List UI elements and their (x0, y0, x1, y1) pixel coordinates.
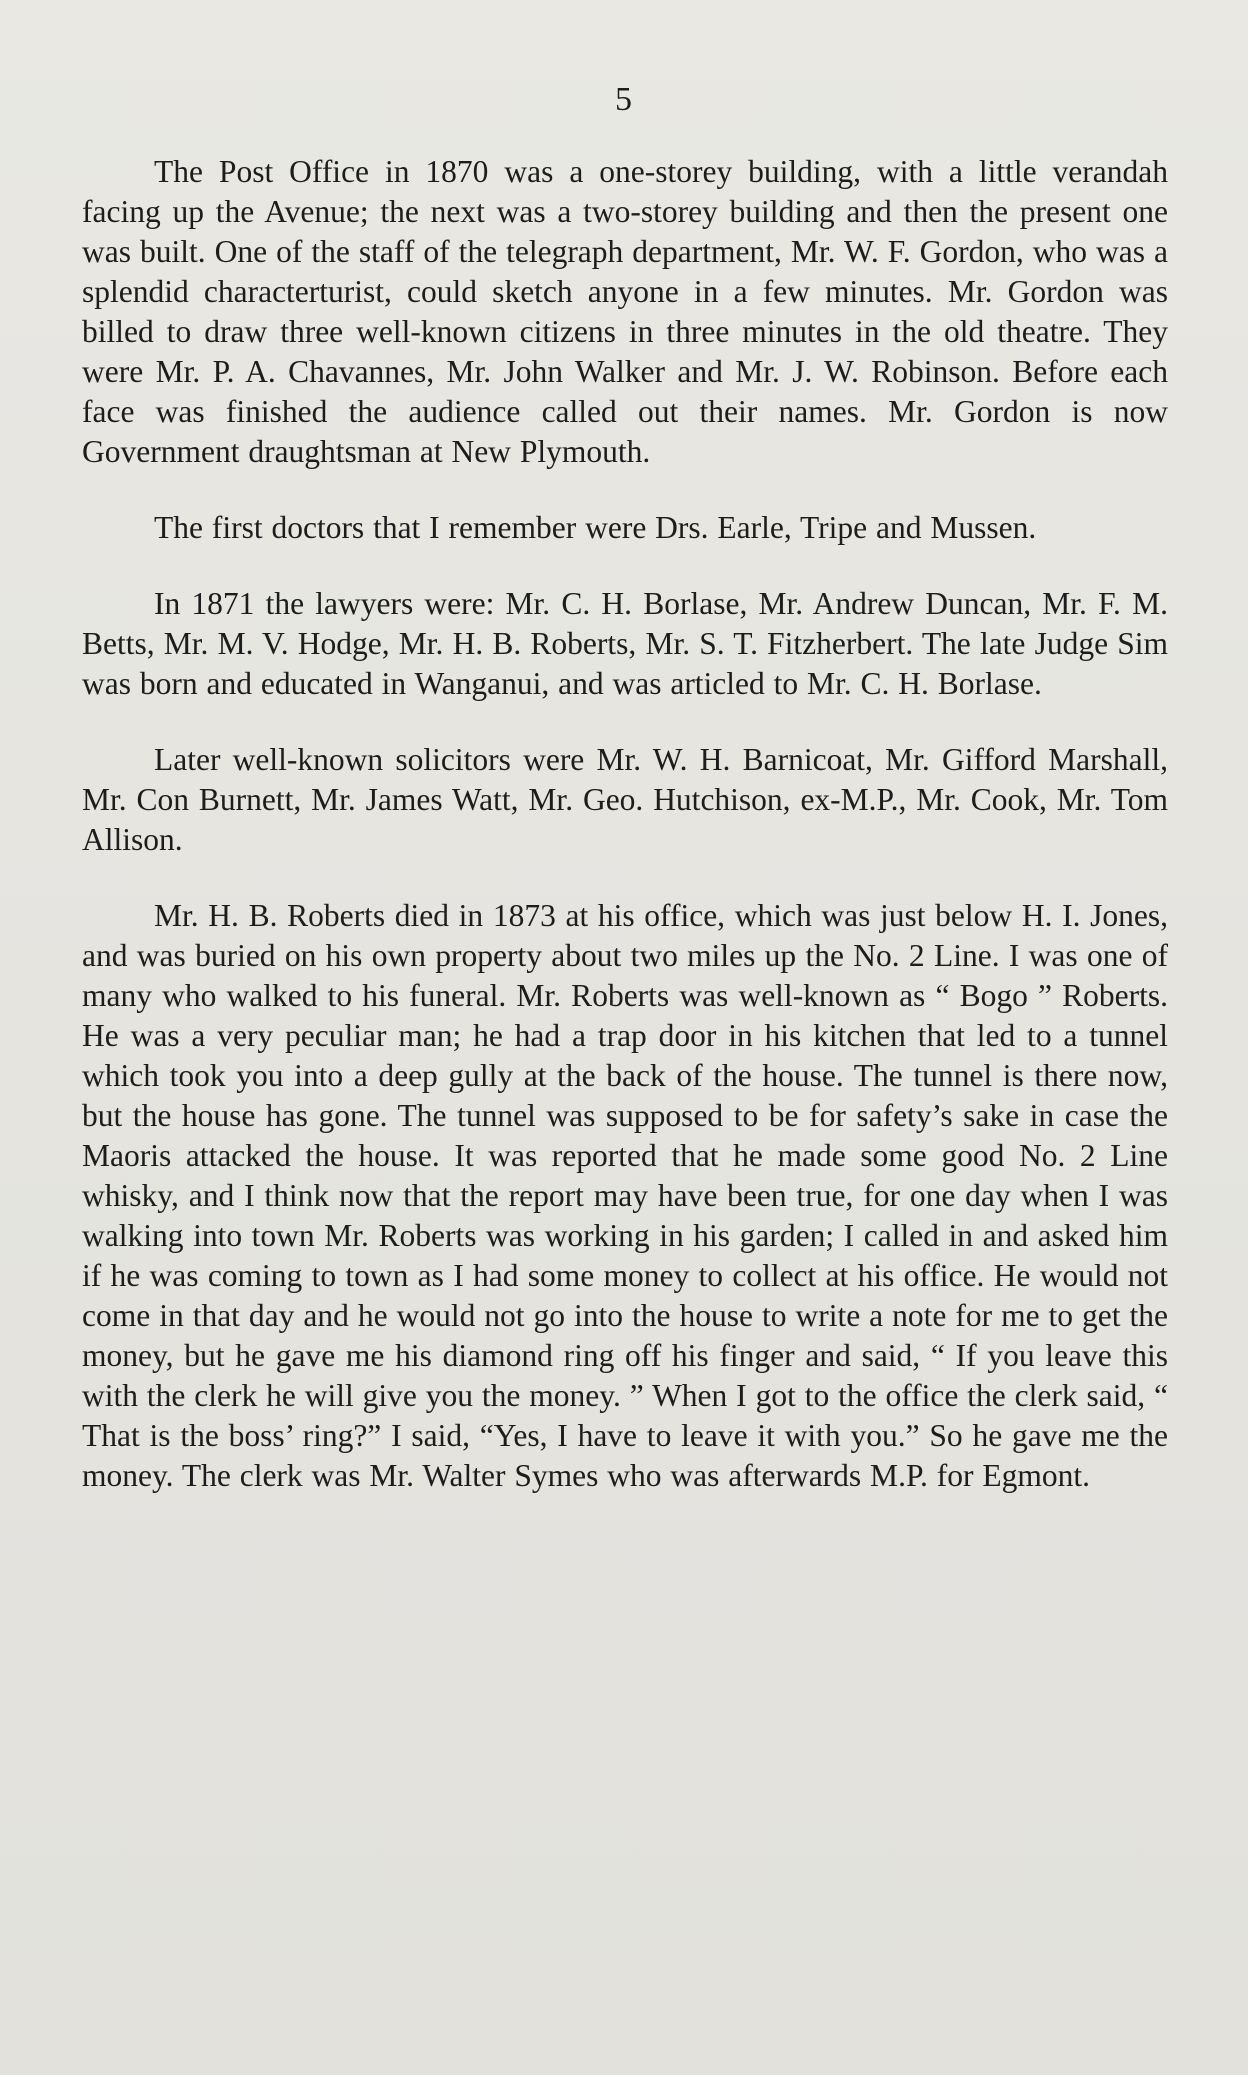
paragraph-roberts: Mr. H. B. Roberts died in 1873 at his office, which was just below H. I. Jones, and was buried on his own property about two miles up the No. 2 Line. I was one of many who walked to his funeral. Mr. Roberts was well-known as “ Bogo ” Roberts. He was a very peculiar man; he had a trap door in his kitchen that led to a tunnel which took you into a deep gully at the back of the house. The tunnel is there now, but the house has gone. The tunnel was supposed to be for safety’s sake in case the Maoris attacked the house. It was reported that he made some good No. 2 Line whisky, and I think now that the report may have been true, for one day when I was walking into town Mr. Roberts was working in his garden; I called in and asked him if he was coming to town as I had some money to collect at his office. He would not come in that day and he would not go into the house to write a note for me to get the money, but he gave me his diamond ring off his finger and said, “ If you leave this with the clerk he will give you the money. ” When I got to the office the clerk said, “ That is the boss’ ring?” I said, “Yes, I have to leave it with you.” So he gave me the money. The clerk was Mr. Walter Symes who was afterwards M.P. for Egmont. (82, 898, 1168, 1493)
page-number: 5 (615, 81, 633, 118)
paragraph-post-office: The Post Office in 1870 was a one-storey building, with a little verandah facing up the Avenue; the next was a two-storey building and then the present one was built. One of the staff of the telegraph department, Mr. W. F. Gordon, who was a splendid characterturist, could sketch anyone in a few minutes. Mr. Gordon was billed to draw three well-known citizens in three minutes in the old theatre. They were Mr. P. A. Chavannes, Mr. John Walker and Mr. J. W. Robinson. Before each face was finished the audience called out their names. Mr. Gordon is now Government draughtsman at New Plymouth. (82, 154, 1168, 469)
paragraph-doctors: The first doctors that I remember were Drs. Earle, Tripe and Mussen. (154, 510, 1037, 545)
paragraph-later-solicitors: Later well-known solicitors were Mr. W. H. Barnicoat, Mr. Gifford Marshall, Mr. Con Burnett, Mr. James Watt, Mr. Geo. Hutchison, ex-M.P., Mr. Cook, Mr. Tom Allison. (82, 742, 1168, 857)
paragraph-lawyers-1871: In 1871 the lawyers were: Mr. C. H. Borlase, Mr. Andrew Duncan, Mr. F. M. Betts, Mr. M. V. Hodge, Mr. H. B. Roberts, Mr. S. T. Fitzherbert. The late Judge Sim was born and educated in Wanganui, and was articled to Mr. C. H. Borlase. (82, 586, 1168, 701)
body-text (82, 152, 1168, 1496)
